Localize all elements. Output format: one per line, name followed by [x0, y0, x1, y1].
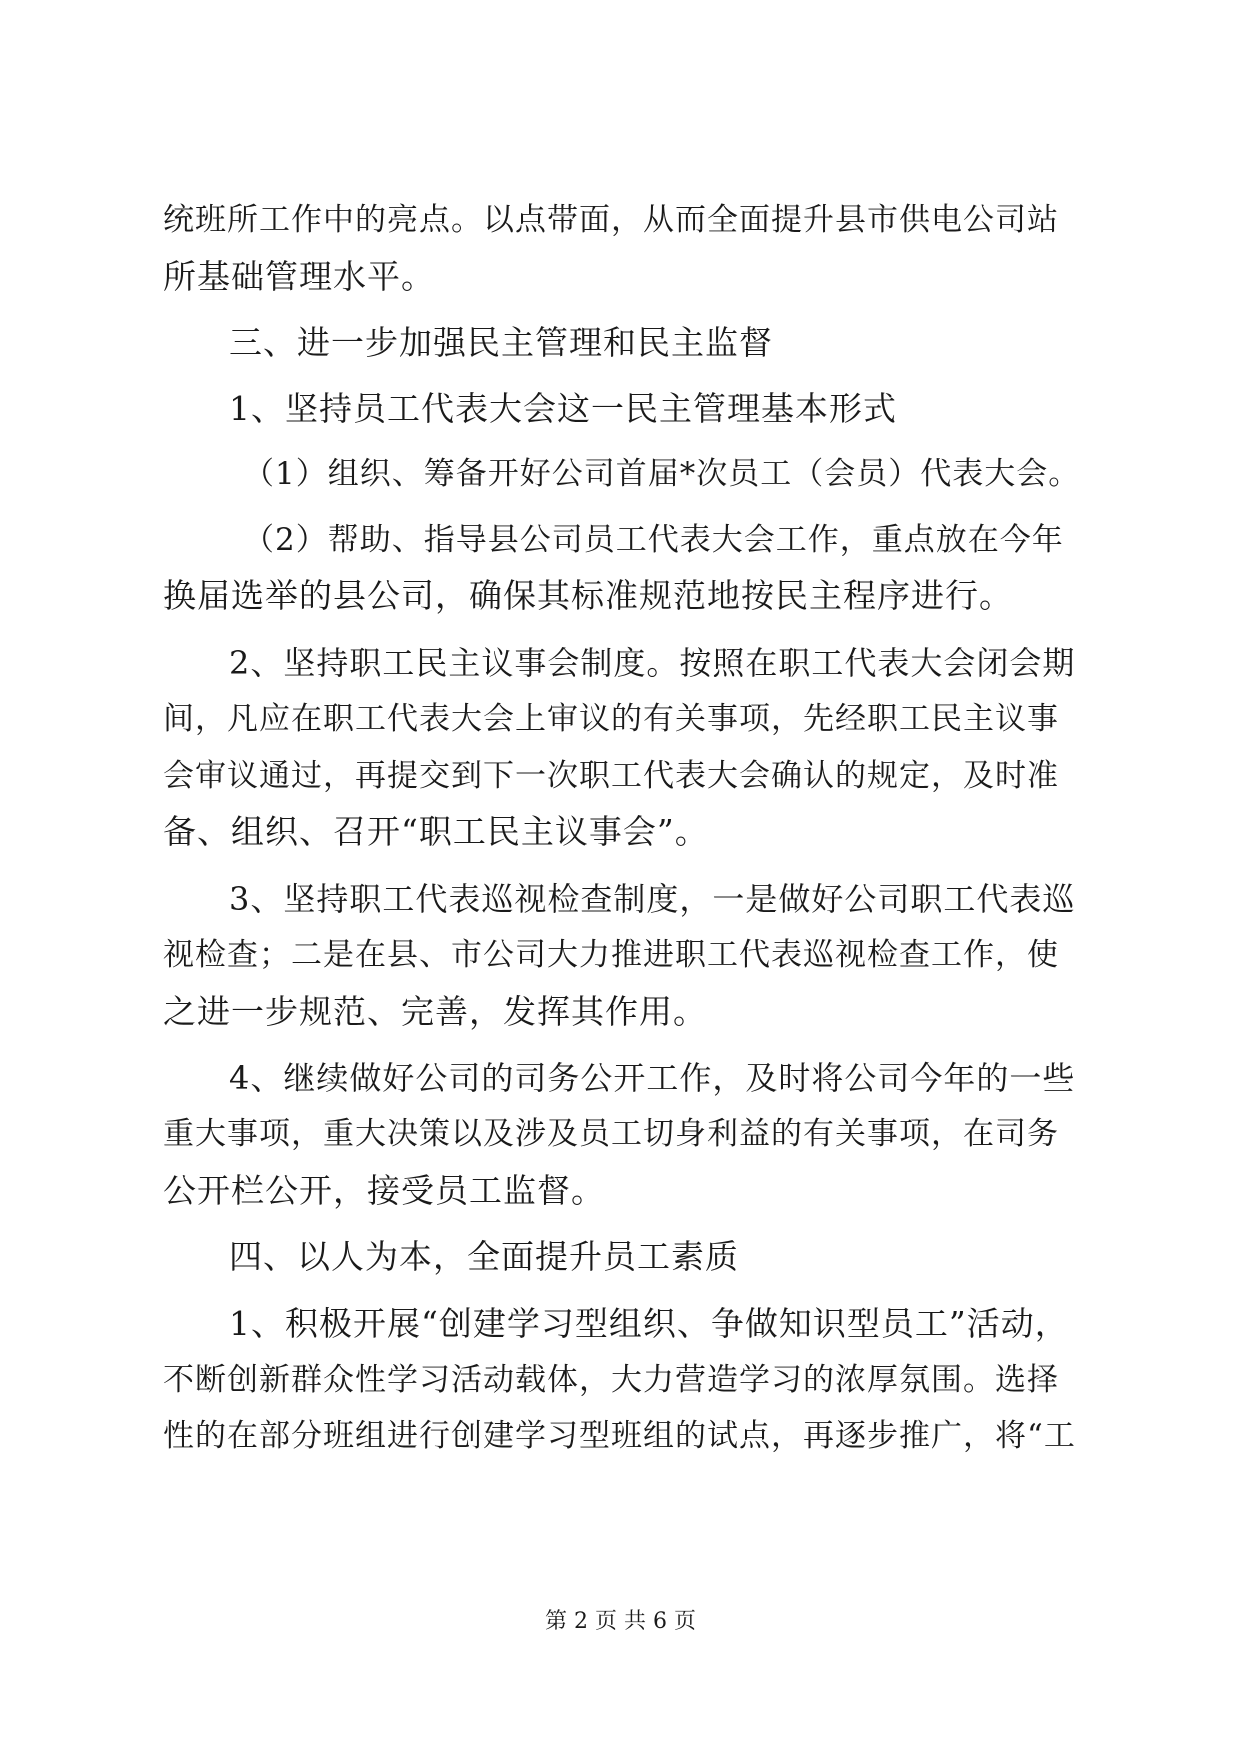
paragraph-line: 3、坚持职工代表巡视检查制度，一是做好公司职工代表巡 [229, 880, 1076, 918]
paragraph-line: （1）组织、筹备开好公司首届*次员工（会员）代表大会。 [243, 456, 1081, 492]
paragraph-line: 性的在部分班组进行创建学习型班组的试点，再逐步推广，将“工 [163, 1418, 1076, 1454]
paragraph-line: 统班所工作中的亮点。以点带面，从而全面提升县市供电公司站 [163, 202, 1059, 238]
paragraph-line: 之进一步规范、完善，发挥其作用。 [163, 992, 707, 1031]
paragraph-line: 会审议通过，再提交到下一次职工代表大会确认的规定，及时准 [163, 758, 1059, 794]
paragraph-line: 换届选举的县公司，确保其标准规范地按民主程序进行。 [163, 576, 1013, 615]
paragraph-line: 不断创新群众性学习活动载体，大力营造学习的浓厚氛围。选择 [163, 1362, 1059, 1398]
page-number-footer: 第 2 页 共 6 页 [545, 1609, 696, 1634]
paragraph-line: 所基础管理水平。 [163, 257, 435, 296]
section-heading-3: 三、进一步加强民主管理和民主监督 [229, 323, 773, 362]
paragraph-line: （2）帮助、指导县公司员工代表大会工作，重点放在今年 [243, 522, 1064, 558]
paragraph-line: 4、继续做好公司的司务公开工作，及时将公司今年的一些 [229, 1059, 1076, 1097]
paragraph-line: 1、积极开展“创建学习型组织、争做知识型员工”活动， [229, 1304, 1069, 1343]
section-heading-4: 四、以人为本，全面提升员工素质 [229, 1237, 739, 1276]
paragraph-line: 公开栏公开，接受员工监督。 [163, 1171, 605, 1210]
paragraph-line: 2、坚持职工民主议事会制度。按照在职工代表大会闭会期 [229, 644, 1076, 682]
subsection-heading: 1、坚持员工代表大会这一民主管理基本形式 [229, 389, 897, 428]
paragraph-line: 备、组织、召开“职工民主议事会”。 [163, 812, 709, 851]
paragraph-line: 视检查；二是在县、市公司大力推进职工代表巡视检查工作，使 [163, 937, 1059, 973]
paragraph-line: 间，凡应在职工代表大会上审议的有关事项，先经职工民主议事 [163, 701, 1059, 737]
paragraph-line: 重大事项，重大决策以及涉及员工切身利益的有关事项，在司务 [163, 1116, 1059, 1152]
